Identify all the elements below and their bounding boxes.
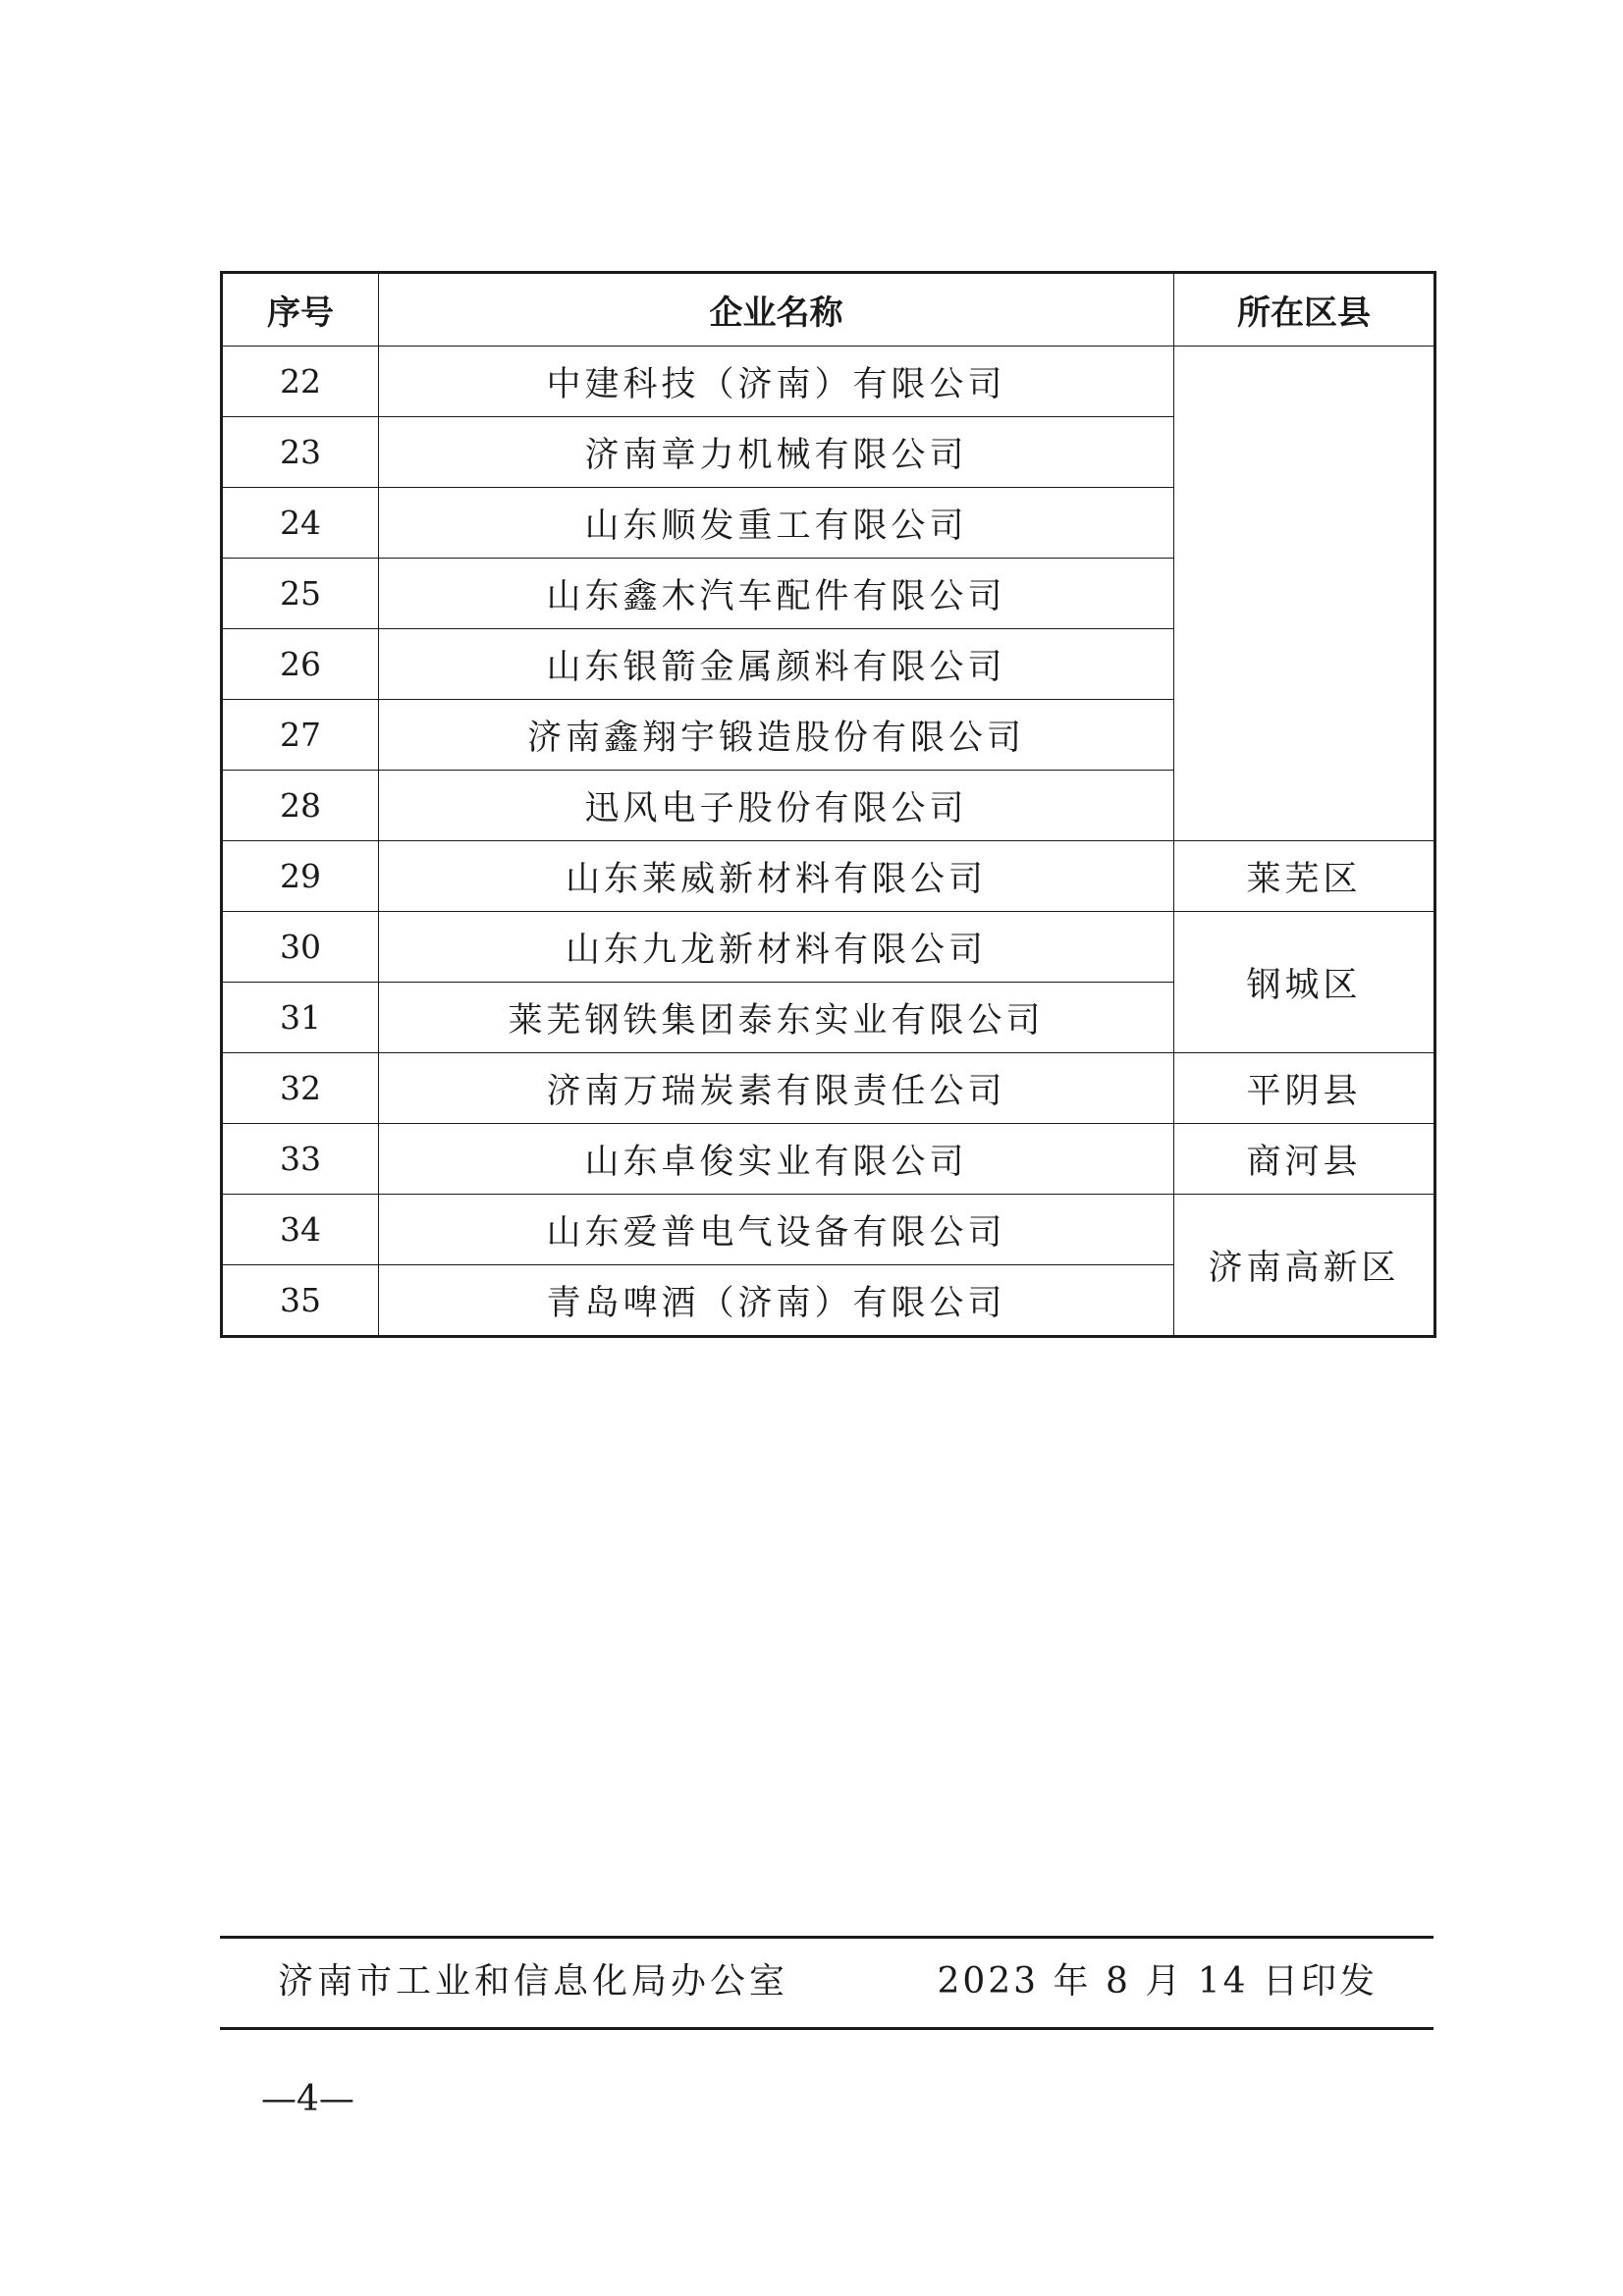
table-row [222,912,1435,983]
row-number: 35 [222,1265,379,1337]
row-number: 32 [222,1053,379,1124]
district-cell: 平阴县 [1174,1053,1435,1124]
header-seq: 序号 [222,273,379,347]
company-name: 山东鑫木汽车配件有限公司 [379,559,1174,629]
company-name: 迅风电子股份有限公司 [379,771,1174,841]
company-name: 山东九龙新材料有限公司 [379,912,1174,983]
company-name: 济南鑫翔宇锻造股份有限公司 [379,700,1174,771]
row-number: 26 [222,629,379,700]
table-row [222,347,1435,417]
row-number: 33 [222,1124,379,1195]
district-cell: 济南高新区 [1174,1195,1435,1337]
enterprise-table [220,271,1436,1338]
header-name: 企业名称 [379,273,1174,347]
company-name: 山东爱普电气设备有限公司 [379,1195,1174,1265]
page-number: —4— [261,2079,354,2119]
table-row [222,841,1435,912]
row-number: 27 [222,700,379,771]
district-cell: 商河县 [1174,1124,1435,1195]
district-cell [1174,347,1435,841]
company-name: 青岛啤酒（济南）有限公司 [379,1265,1174,1337]
row-number: 24 [222,488,379,559]
row-number: 29 [222,841,379,912]
district-cell: 钢城区 [1174,912,1435,1053]
footer-bottom-rule [220,2027,1434,2030]
table-row [222,1124,1435,1195]
company-name: 中建科技（济南）有限公司 [379,347,1174,417]
company-name: 山东银箭金属颜料有限公司 [379,629,1174,700]
header-district: 所在区县 [1174,273,1435,347]
footer-top-rule [220,1936,1434,1939]
issuer-text: 济南市工业和信息化局办公室 [278,1961,789,2002]
row-number: 23 [222,417,379,488]
row-number: 30 [222,912,379,983]
district-cell: 莱芜区 [1174,841,1435,912]
company-name: 莱芜钢铁集团泰东实业有限公司 [379,983,1174,1053]
table-header-row [222,273,1435,347]
company-name: 济南万瑞炭素有限责任公司 [379,1053,1174,1124]
row-number: 31 [222,983,379,1053]
table-row [222,1195,1435,1265]
issue-date: 2023 年 8 月 14 日印发 [937,1961,1378,2002]
row-number: 22 [222,347,379,417]
company-name: 济南章力机械有限公司 [379,417,1174,488]
row-number: 25 [222,559,379,629]
row-number: 34 [222,1195,379,1265]
company-name: 山东顺发重工有限公司 [379,488,1174,559]
row-number: 28 [222,771,379,841]
table-row [222,1053,1435,1124]
company-name: 山东卓俊实业有限公司 [379,1124,1174,1195]
company-name: 山东莱威新材料有限公司 [379,841,1174,912]
